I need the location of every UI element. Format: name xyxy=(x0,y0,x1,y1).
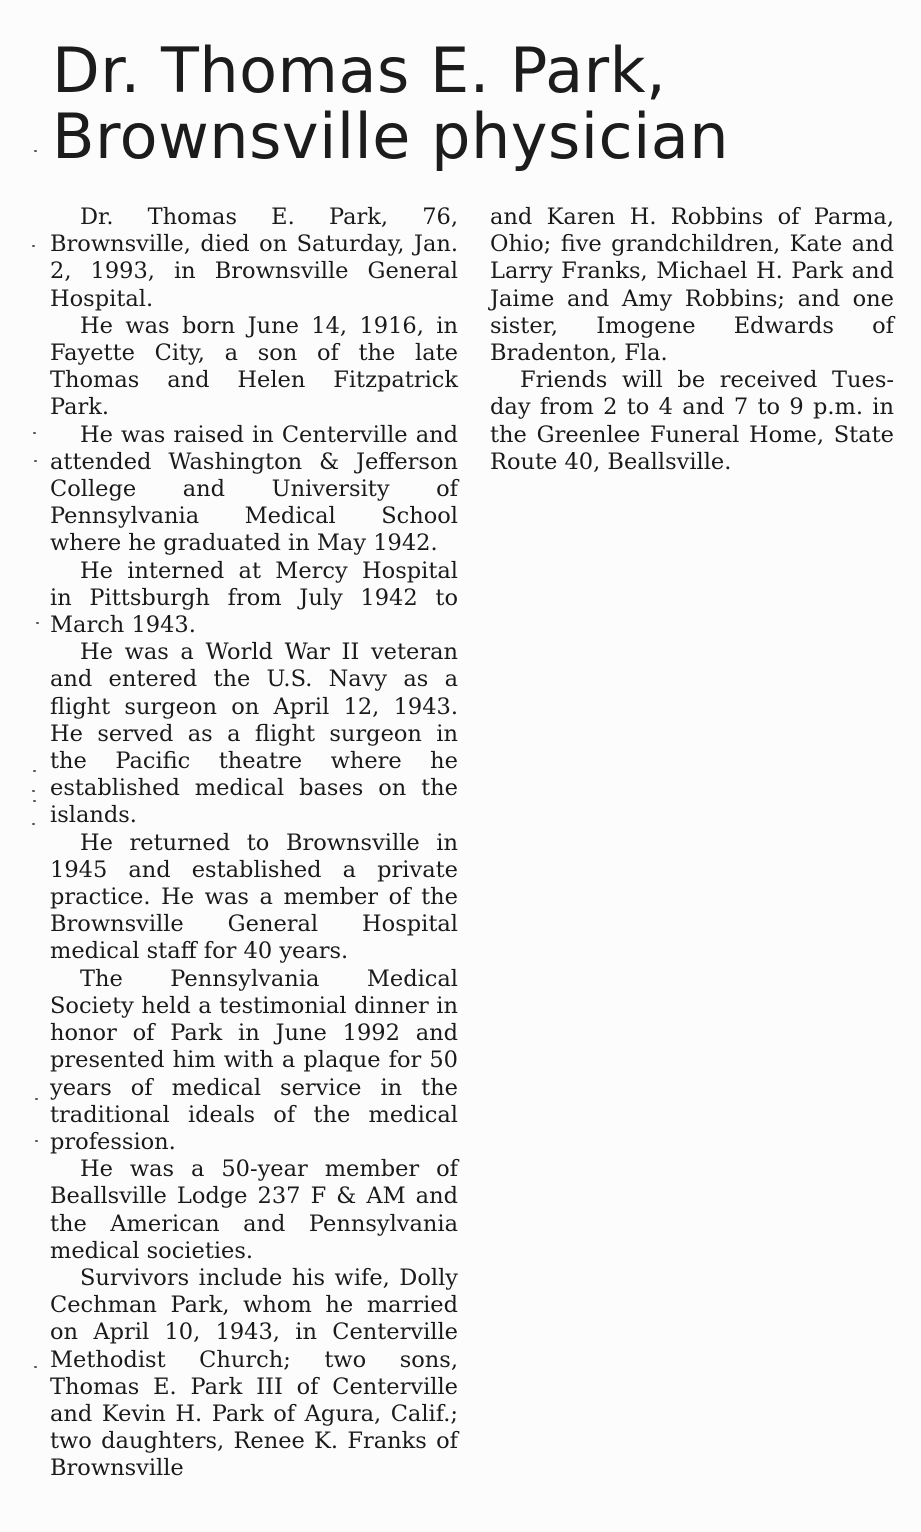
print-speck xyxy=(32,245,35,247)
print-speck xyxy=(36,622,39,624)
print-speck xyxy=(33,800,36,802)
print-speck xyxy=(34,460,37,462)
headline-line-2: Brownsville physician xyxy=(52,100,730,173)
paragraph-practice: He returned to Brownsville in 1945 and established a private practice. He was a member of the Brownsville General Hospital medical staff for 40 years. xyxy=(50,829,458,965)
print-speck xyxy=(32,823,35,825)
headline xyxy=(52,34,912,173)
paragraph-military: He was a World War II veteran and entered the U.S. Navy as a flight surgeon on April 12, 1943. He served as a flight surgeon in the Pacific theatre where he established medical bases on the islands. xyxy=(50,639,458,829)
print-speck xyxy=(33,770,36,772)
print-speck xyxy=(33,432,36,434)
print-speck xyxy=(34,150,37,152)
print-speck xyxy=(35,1140,38,1142)
paragraph-honor: The Pennsylvania Medical Society held a testimonial dinner in honor of Park in June 1992 and presented him with a plaque for 50 years of medical service in the traditional ideals of the medical profession. xyxy=(50,965,458,1155)
headline-line-1: Dr. Thomas E. Park, xyxy=(52,34,667,107)
paragraph-birth: He was born June 14, 1916, in Fayette City, a son of the late Thomas and Helen Fitzpatrick Park. xyxy=(50,312,458,421)
paragraph-death: Dr. Thomas E. Park, 76, Brownsville, died on Saturday, Jan. 2, 1993, in Brownsville General Hospital. xyxy=(50,204,458,312)
paragraph-survivors: Survivors include his wife, Dolly Cechman Park, whom he married on April 10, 1943, in Centerville Methodist Church; two sons, Thomas E. Park III of Centerville and Kevin H. Park of Agura, Calif.; two daughters, Renee K. Franks of Brownsville xyxy=(50,1264,458,1482)
print-speck xyxy=(32,790,35,792)
paragraph-survivors-continued: and Karen H. Robbins of Parma, Ohio; five grandchildren, Kate and Larry Franks, Michael H. Park and Jaime and Amy Robbins; and one sister, Imogene Edwards of Bradenton, Fla. xyxy=(490,204,894,367)
paragraph-internship: He interned at Mercy Hospital in Pittsburgh from July 1942 to March 1943. xyxy=(50,557,458,639)
paragraph-education: He was raised in Centerville and attended Washington & Jefferson College and University of Pennsylvania Medical School where he graduated in May 1942. xyxy=(50,421,458,557)
paragraph-visitation: Friends will be received Tuesday from 2 to 4 and 7 to 9 p.m. in the Greenlee Funeral Home, State Route 40, Beallsville. xyxy=(490,367,894,475)
print-speck xyxy=(34,1366,37,1368)
right-column xyxy=(490,204,894,476)
left-column xyxy=(50,204,458,1483)
print-speck xyxy=(35,1098,38,1100)
paragraph-memberships: He was a 50-year member of Beallsville Lodge 237 F & AM and the American and Pennsylvania medical societies. xyxy=(50,1156,458,1264)
